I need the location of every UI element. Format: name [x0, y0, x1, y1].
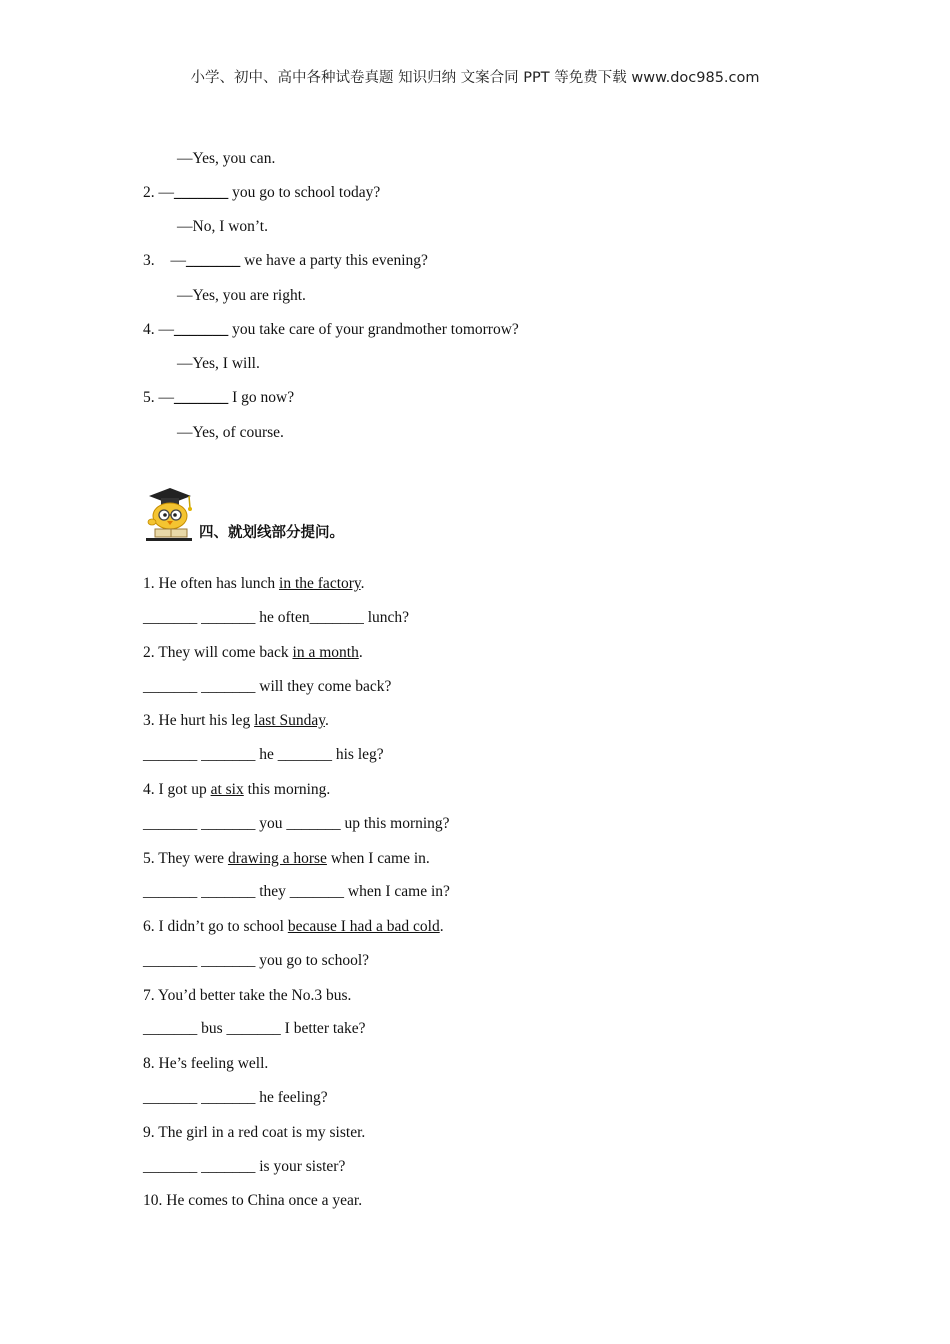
dash: —	[158, 389, 174, 406]
question-text: 4. I got up	[143, 781, 211, 798]
question-text-end: .	[360, 575, 365, 592]
question-line	[143, 849, 430, 869]
question-text-end: this morning.	[243, 781, 331, 798]
underlined-part: drawing a horse	[227, 850, 327, 867]
answer-line: —Yes, you are right.	[177, 287, 306, 304]
section-heading	[143, 486, 344, 544]
question-text: 1. He often has lunch	[143, 575, 280, 592]
dash: —	[158, 184, 174, 201]
question-line	[143, 251, 428, 271]
fill-blank[interactable]: _______	[174, 321, 229, 338]
question-text: you go to school today?	[228, 184, 381, 201]
underlined-part: in a month	[292, 644, 359, 661]
dash: —	[170, 252, 186, 269]
graduate-mascot-icon	[143, 486, 197, 544]
answer-line: —Yes, I will.	[177, 355, 260, 372]
question-text: you take care of your grandmother tomorrow?	[228, 321, 519, 338]
question-number: 5.	[143, 389, 155, 406]
question-line: 9. The girl in a red coat is my sister.	[143, 1124, 366, 1141]
answer-line: —Yes, of course.	[177, 424, 284, 441]
question-text: 6. I didn’t go to school	[143, 918, 288, 935]
underlined-part: in the factory	[279, 575, 361, 592]
answer-blank-line[interactable]: _______ _______ you _______ up this morning?	[143, 815, 450, 832]
question-text-end: when I came in.	[326, 850, 430, 867]
question-line	[143, 183, 380, 203]
fill-blank[interactable]: _______	[174, 389, 229, 406]
fill-blank[interactable]: _______	[186, 252, 241, 269]
question-text: we have a party this evening?	[240, 252, 428, 269]
answer-blank-line[interactable]: _______ _______ you go to school?	[143, 952, 370, 969]
question-line	[143, 643, 363, 663]
question-line: 8. He’s feeling well.	[143, 1055, 269, 1072]
question-number: 4.	[143, 321, 155, 338]
underlined-part: because I had a bad cold	[287, 918, 440, 935]
section-title: 四、就划线部分提问。	[199, 525, 344, 541]
question-line	[143, 388, 294, 408]
question-number: 3.	[143, 252, 155, 269]
question-line: 7. You’d better take the No.3 bus.	[143, 987, 352, 1004]
question-text: I go now?	[228, 389, 295, 406]
answer-blank-line[interactable]: _______ _______ he feeling?	[143, 1089, 328, 1106]
page-header: 小学、初中、高中各种试卷真题 知识归纳 文案合同 PPT 等免费下载 www.doc985.com	[190, 70, 760, 86]
question-text-end: .	[358, 644, 363, 661]
question-text: 5. They were	[143, 850, 228, 867]
question-line	[143, 711, 329, 731]
underlined-part: last Sunday	[254, 712, 325, 729]
question-text: 2. They will come back	[143, 644, 293, 661]
answer-blank-line[interactable]: _______ _______ is your sister?	[143, 1158, 346, 1175]
dash: —	[158, 321, 174, 338]
answer-blank-line[interactable]: _______ _______ he often_______ lunch?	[143, 609, 410, 626]
question-line	[143, 917, 444, 937]
question-number: 2.	[143, 184, 155, 201]
answer-blank-line[interactable]: _______ bus _______ I better take?	[143, 1020, 366, 1037]
fill-blank[interactable]: _______	[174, 184, 229, 201]
answer-line: —Yes, you can.	[177, 150, 276, 167]
answer-blank-line[interactable]: _______ _______ he _______ his leg?	[143, 746, 384, 763]
answer-line: —No, I won’t.	[177, 218, 268, 235]
answer-blank-line[interactable]: _______ _______ they _______ when I came in?	[143, 883, 450, 900]
question-line	[143, 780, 330, 800]
underlined-part: at six	[210, 781, 244, 798]
question-text-end: .	[324, 712, 329, 729]
question-text-end: .	[439, 918, 444, 935]
question-text: 3. He hurt his leg	[143, 712, 255, 729]
answer-blank-line[interactable]: _______ _______ will they come back?	[143, 678, 392, 695]
question-line	[143, 574, 365, 594]
question-line: 10. He comes to China once a year.	[143, 1192, 363, 1209]
question-line	[143, 320, 519, 340]
